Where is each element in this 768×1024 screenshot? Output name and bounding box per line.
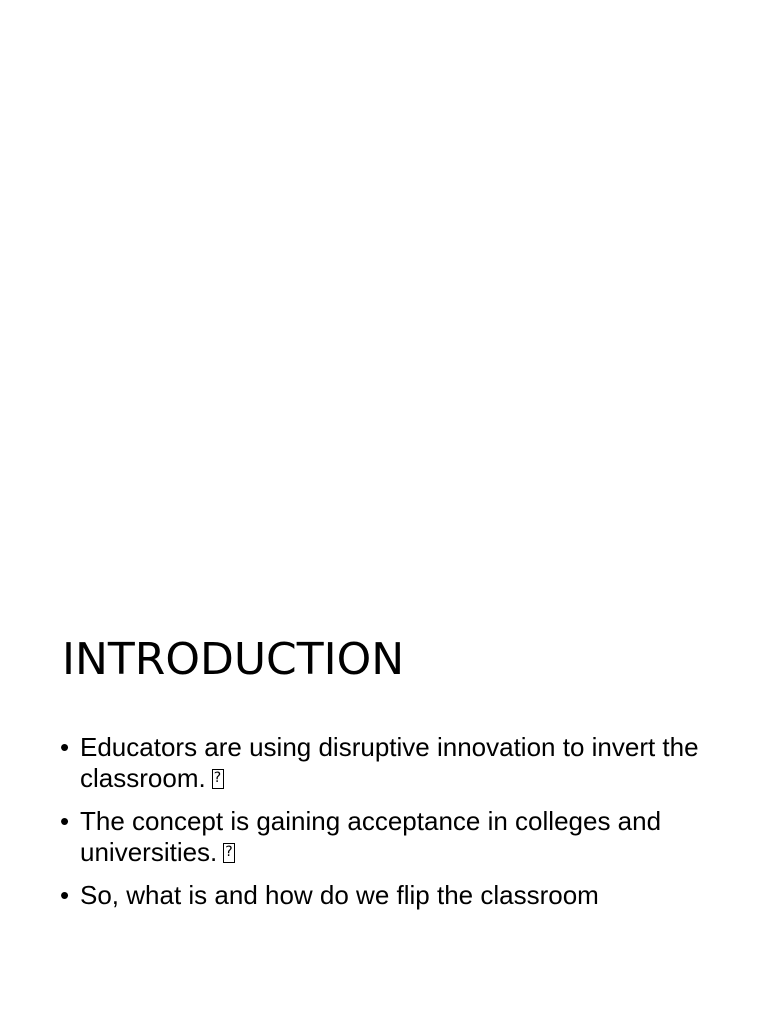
missing-glyph-icon <box>223 843 235 863</box>
bullet-marker: • <box>60 732 70 762</box>
bullet-list <box>60 732 720 923</box>
bullet-text: The concept is gaining acceptance in colleges and universities. <box>80 806 662 867</box>
bullet-text: Educators are using disruptive innovation to invert the classroom. <box>80 732 699 793</box>
bullet-item-2 <box>60 806 720 868</box>
bullet-text: So, what is and how do we flip the classroom <box>80 880 599 910</box>
slide-title: INTRODUCTION <box>62 634 405 685</box>
bullet-marker: • <box>60 880 70 910</box>
bullet-item-1 <box>60 732 720 794</box>
bullet-item-3 <box>60 880 720 911</box>
bullet-marker: • <box>60 806 70 836</box>
missing-glyph-icon <box>212 769 224 789</box>
